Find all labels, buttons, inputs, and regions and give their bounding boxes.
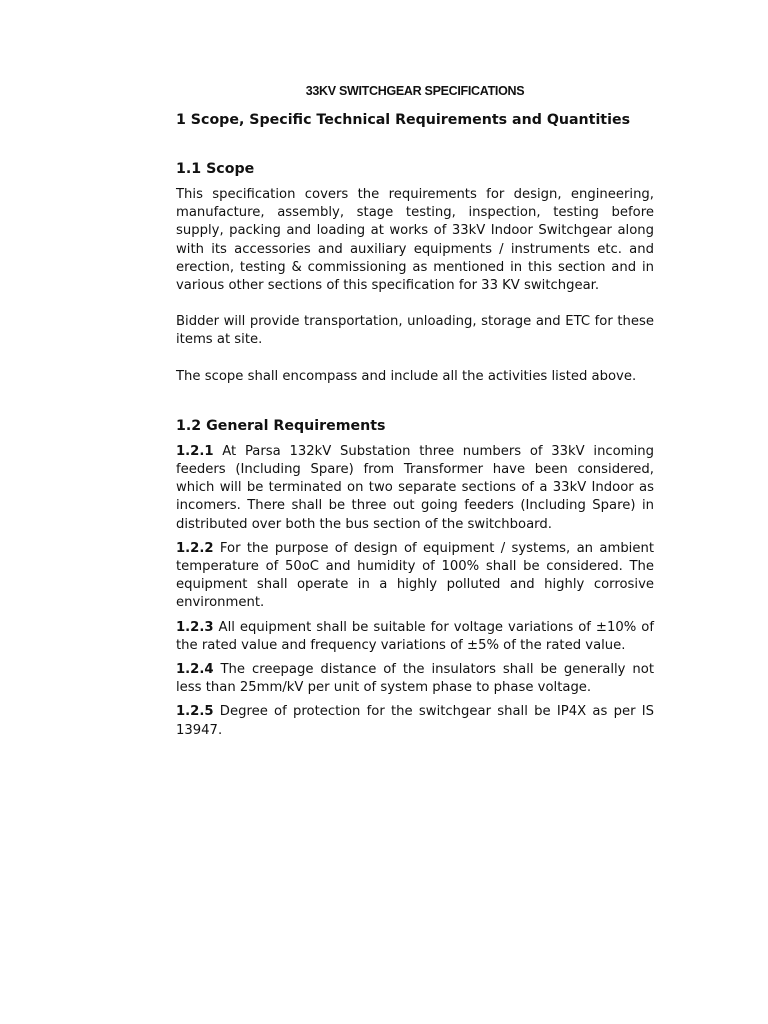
- requirement-number: 1.2.3: [176, 619, 214, 635]
- requirement-number: 1.2.2: [176, 540, 214, 556]
- scope-paragraph: Bidder will provide transportation, unloading, storage and ETC for these items at site.: [176, 314, 654, 348]
- requirement-item: [176, 703, 654, 739]
- requirement-number: 1.2.1: [176, 443, 214, 459]
- document-title: 33KV SWITCHGEAR SPECIFICATIONS: [305, 84, 525, 98]
- requirement-text: Degree of protection for the switchgear shall be IP4X as per IS 13947.: [176, 704, 654, 738]
- requirement-item: [176, 540, 654, 613]
- requirement-text: All equipment shall be suitable for voltage variations of ±10% of the rated value and frequency variations of ±5% of the rated value.: [176, 619, 654, 653]
- scope-paragraph: This specification covers the requirements for design, engineering, manufacture, assembly, stage testing, inspection, testing before supply, packing and loading at works of 33kV Indoor Switchgear along with its accessories and auxiliary equipments / instruments etc. and erection, testing & commissioning as mentioned in this section and in various other sections of this specification for 33 KV switchgear.: [176, 187, 654, 294]
- general-requirements-heading: 1.2 General Requirements: [176, 417, 386, 434]
- requirement-number: 1.2.4: [176, 662, 214, 678]
- requirement-item: [176, 443, 654, 534]
- requirement-text: At Parsa 132kV Substation three numbers of 33kV incoming feeders (Including Spare) from Transformer have been considered, which will be terminated on two separate sections of a 33kV Indoor as incomers. There shall be three out going feeders (Including Spare) in distributed over both the bus section of the switchboard.: [176, 443, 654, 532]
- requirement-text: For the purpose of design of equipment / systems, an ambient temperature of 50oC and humidity of 100% shall be considered. The equipment shall operate in a highly polluted and highly corrosive environment.: [176, 540, 654, 611]
- scope-heading: 1.1 Scope: [176, 161, 255, 177]
- requirement-text: The creepage distance of the insulators shall be generally not less than 25mm/kV per unit of system phase to phase voltage.: [176, 662, 654, 696]
- requirement-number: 1.2.5: [176, 704, 214, 720]
- requirement-item: [176, 619, 654, 655]
- section-heading: 1 Scope, Specific Technical Requirements and Quantities: [176, 112, 631, 128]
- requirement-item: [176, 661, 654, 697]
- scope-paragraph: The scope shall encompass and include all the activities listed above.: [176, 368, 637, 384]
- document-page: [176, 84, 654, 740]
